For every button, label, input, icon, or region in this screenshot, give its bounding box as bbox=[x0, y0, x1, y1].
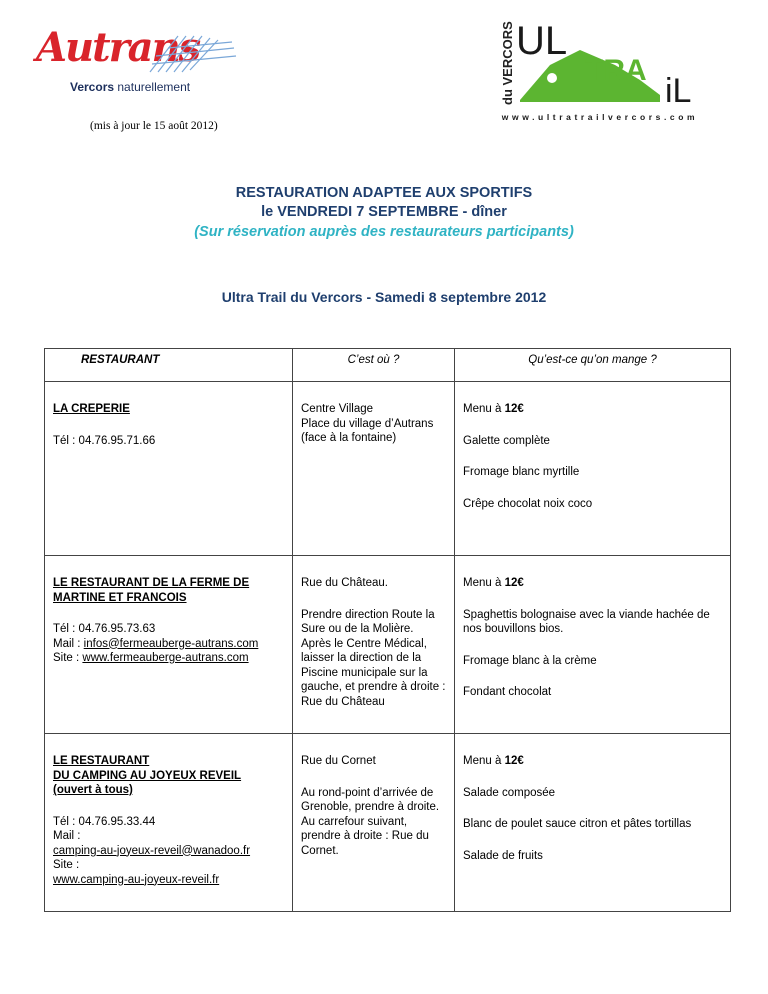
autrans-logo-strokes-icon bbox=[148, 26, 240, 76]
logo-tra-text: TRA bbox=[585, 54, 647, 87]
restaurant-site-line bbox=[53, 651, 284, 666]
menu-price-line bbox=[463, 402, 722, 417]
site-link[interactable]: www.fermeauberge-autrans.com bbox=[82, 652, 249, 664]
restaurant-mail-line bbox=[53, 637, 284, 652]
tagline-rest: naturellement bbox=[114, 80, 191, 94]
menu-label: Menu à bbox=[463, 755, 505, 767]
header-restaurant: RESTAURANT bbox=[45, 349, 293, 382]
ultra-site-url: www.ultratrailvercors.com bbox=[501, 112, 699, 122]
ultra-trail-logo bbox=[490, 10, 710, 125]
site-label: Site : bbox=[53, 859, 80, 871]
logo-il-text: iL bbox=[665, 72, 692, 110]
autrans-logo-text: Autrans bbox=[36, 24, 200, 71]
restaurant-name: LA CREPERIE bbox=[53, 403, 130, 415]
title-line-2: le VENDREDI 7 SEPTEMBRE - dîner bbox=[261, 204, 507, 220]
dish: Fromage blanc à la crème bbox=[463, 654, 597, 667]
menu-price: 12€ bbox=[504, 403, 524, 415]
menu-price: 12€ bbox=[504, 577, 524, 589]
autrans-tagline bbox=[70, 80, 190, 94]
dish: Spaghettis bolognaise avec la viande hachée de nos bouvillons bios. bbox=[463, 608, 710, 635]
ultra-trail-logo-graphic bbox=[490, 10, 710, 110]
restaurant-table bbox=[44, 348, 731, 912]
table-row bbox=[45, 382, 731, 556]
menu-label: Menu à bbox=[463, 577, 505, 589]
header-menu: Qu’est-ce qu’on mange ? bbox=[455, 349, 731, 382]
restaurant-name-line-1: LE RESTAURANT bbox=[53, 755, 150, 767]
restaurant-phone: Tél : 04.76.95.73.63 bbox=[53, 623, 156, 635]
event-title: Ultra Trail du Vercors - Samedi 8 septembre 2012 bbox=[221, 289, 547, 305]
site-label: Site : bbox=[53, 652, 83, 664]
logo-ul-text: UL bbox=[516, 19, 568, 63]
location-directions: Prendre direction Route la Sure ou de la Molière. Après le Centre Médical, laisser la direction de la Piscine municipale sur la gauche, et prendre à droite : Rue du Château bbox=[301, 608, 446, 708]
location-text: Rue du Cornet bbox=[301, 755, 376, 767]
dish: Crêpe chocolat noix coco bbox=[463, 497, 593, 510]
dish: Galette complète bbox=[463, 434, 550, 447]
mail-label: Mail : bbox=[53, 637, 84, 650]
menu-price: 12€ bbox=[504, 755, 524, 767]
menu-label: Menu à bbox=[463, 403, 505, 415]
location-text: Centre Village Place du village d’Autrans (face à la fontaine) bbox=[301, 403, 434, 444]
location-directions: Au rond-point d’arrivée de Grenoble, prendre à droite. Au carrefour suivant, prendre à droite : Rue du Cornet. bbox=[301, 786, 440, 857]
mail-label: Mail : bbox=[53, 830, 81, 842]
title-line-3: (Sur réservation auprès des restaurateurs participants) bbox=[194, 224, 574, 240]
menu-price-line bbox=[463, 754, 722, 769]
logo-vertical-text: du VERCORS bbox=[500, 21, 515, 105]
site-link[interactable]: www.camping-au-joyeux-reveil.fr bbox=[53, 873, 220, 886]
restaurant-name-line-2: DU CAMPING AU JOYEUX REVEIL bbox=[53, 769, 242, 782]
dish: Salade composée bbox=[463, 786, 556, 799]
table-row bbox=[45, 556, 731, 734]
header-location: C’est où ? bbox=[293, 349, 455, 382]
restaurant-phone: Tél : 04.76.95.33.44 bbox=[53, 815, 156, 828]
location-text: Rue du Château. bbox=[301, 577, 388, 589]
runner-icon bbox=[547, 73, 557, 83]
mail-link[interactable]: camping-au-joyeux-reveil@wanadoo.fr bbox=[53, 844, 251, 857]
autrans-logo bbox=[30, 20, 240, 100]
dish: Fromage blanc myrtille bbox=[463, 466, 580, 478]
restaurant-phone: Tél : 04.76.95.71.66 bbox=[53, 434, 156, 447]
dish: Fondant chocolat bbox=[463, 686, 552, 698]
title-line-1: RESTAURATION ADAPTEE AUX SPORTIFS bbox=[235, 185, 533, 201]
update-note: (mis à jour le 15 août 2012) bbox=[90, 120, 218, 132]
mail-link[interactable]: infos@fermeauberge-autrans.com bbox=[83, 637, 259, 650]
restaurant-name-line-3: (ouvert à tous) bbox=[53, 784, 133, 796]
table-row bbox=[45, 734, 731, 912]
dish: Salade de fruits bbox=[463, 849, 543, 862]
dish: Blanc de poulet sauce citron et pâtes tortillas bbox=[463, 818, 692, 830]
table-header-row bbox=[45, 349, 731, 382]
restaurant-name: LE RESTAURANT DE LA FERME DE MARTINE ET FRANCOIS bbox=[53, 577, 250, 604]
tagline-bold: Vercors bbox=[70, 80, 115, 94]
menu-price-line bbox=[463, 576, 722, 591]
